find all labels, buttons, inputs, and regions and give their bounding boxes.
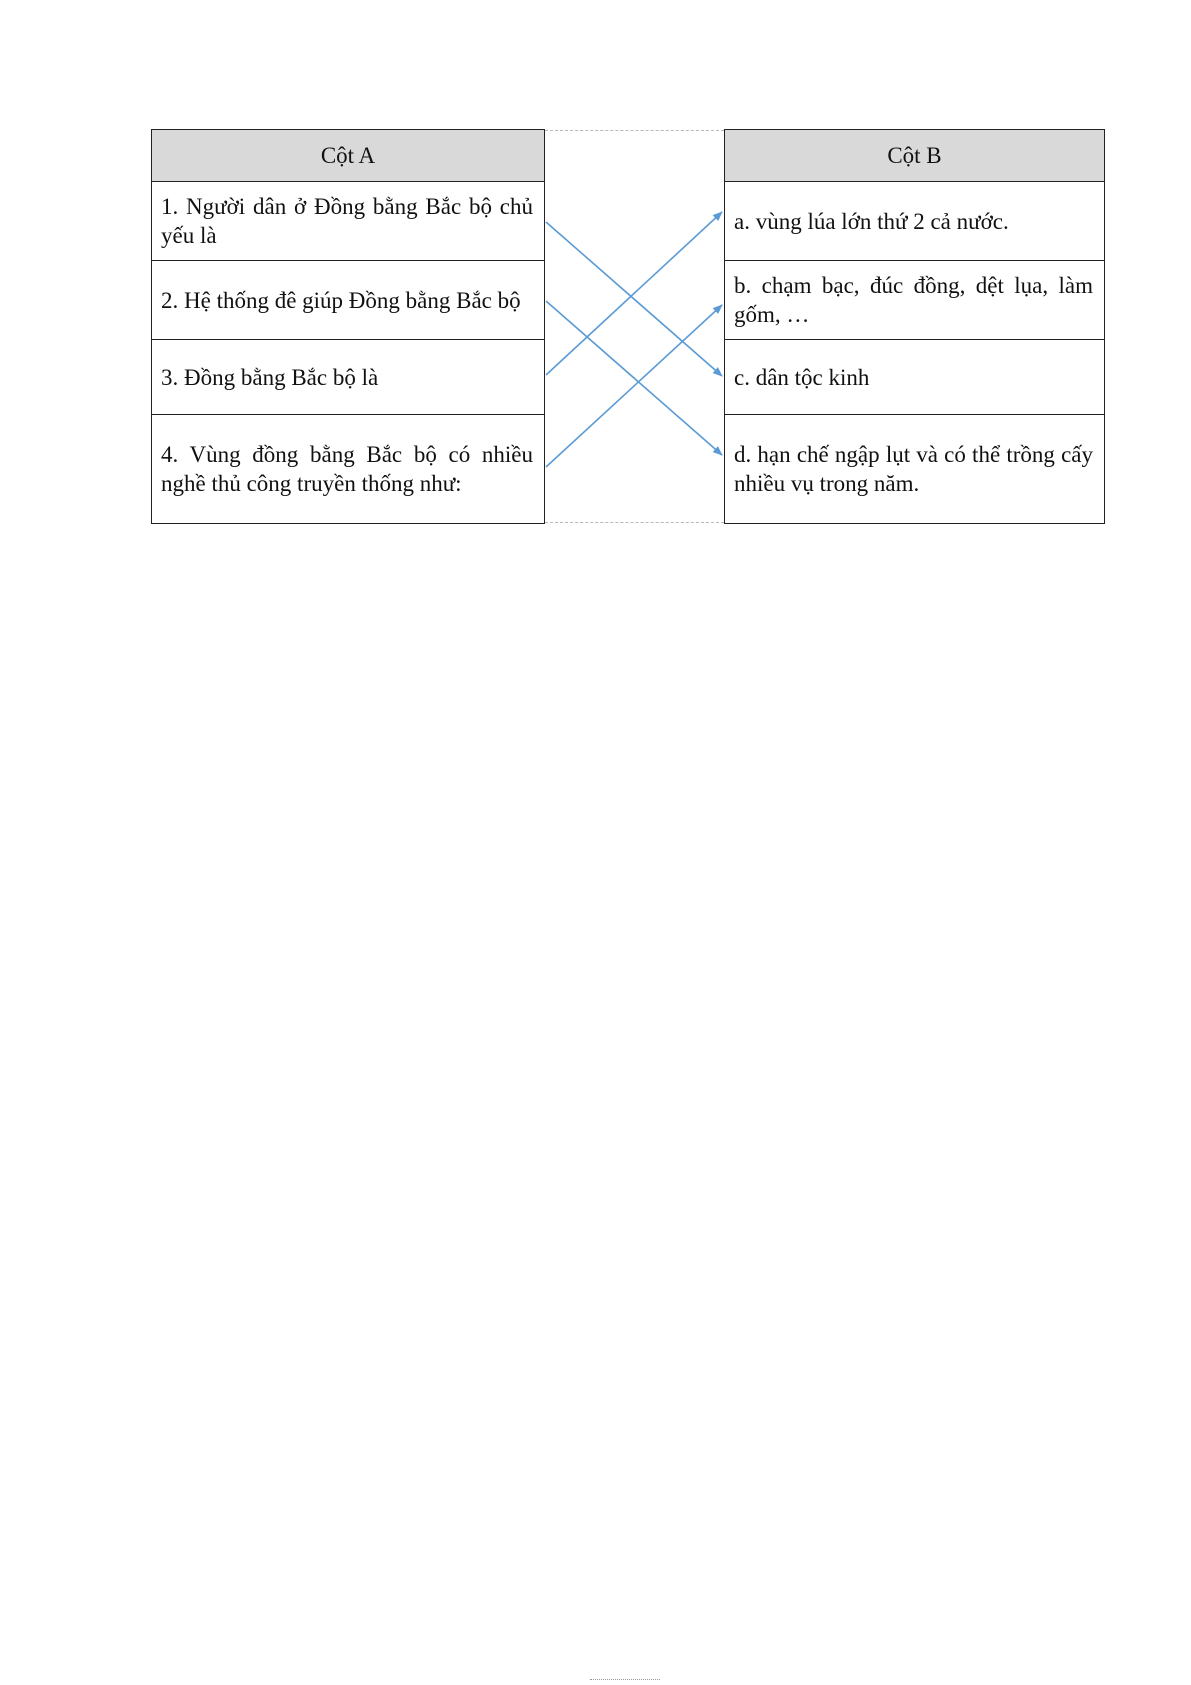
column-a-item-3: 3. Đồng bằng Bắc bộ là xyxy=(152,340,544,415)
page-footer-mark xyxy=(590,1679,660,1680)
column-a-header: Cột A xyxy=(152,130,544,182)
column-b-item-b: b. chạm bạc, đúc đồng, dệt lụa, làm gốm, … xyxy=(725,261,1104,340)
column-b-item-c: c. dân tộc kinh xyxy=(725,340,1104,415)
match-arrow-1 xyxy=(546,222,722,376)
column-b-item-a: a. vùng lúa lớn thứ 2 cả nước. xyxy=(725,182,1104,261)
gap-top-dashed-line xyxy=(545,130,724,131)
column-b-item-d: d. hạn chế ngập lụt và có thể trồng cấy nhiều vụ trong năm. xyxy=(734,442,1093,496)
column-a-item-2: 2. Hệ thống đê giúp Đồng bằng Bắc bộ xyxy=(152,261,544,340)
column-a xyxy=(151,129,545,524)
gap-bottom-dashed-line xyxy=(545,522,724,523)
match-arrow-3 xyxy=(546,212,722,375)
column-a-item-1: 1. Người dân ở Đồng bằng Bắc bộ chủ yếu là xyxy=(152,182,544,261)
column-b-header: Cột B xyxy=(725,130,1104,182)
column-a-item-4: 4. Vùng đồng bằng Bắc bộ có nhiều nghề thủ công truyền thống như: xyxy=(161,442,533,496)
match-arrow-2 xyxy=(546,301,722,455)
match-arrow-4 xyxy=(546,305,722,467)
column-b xyxy=(724,129,1105,524)
